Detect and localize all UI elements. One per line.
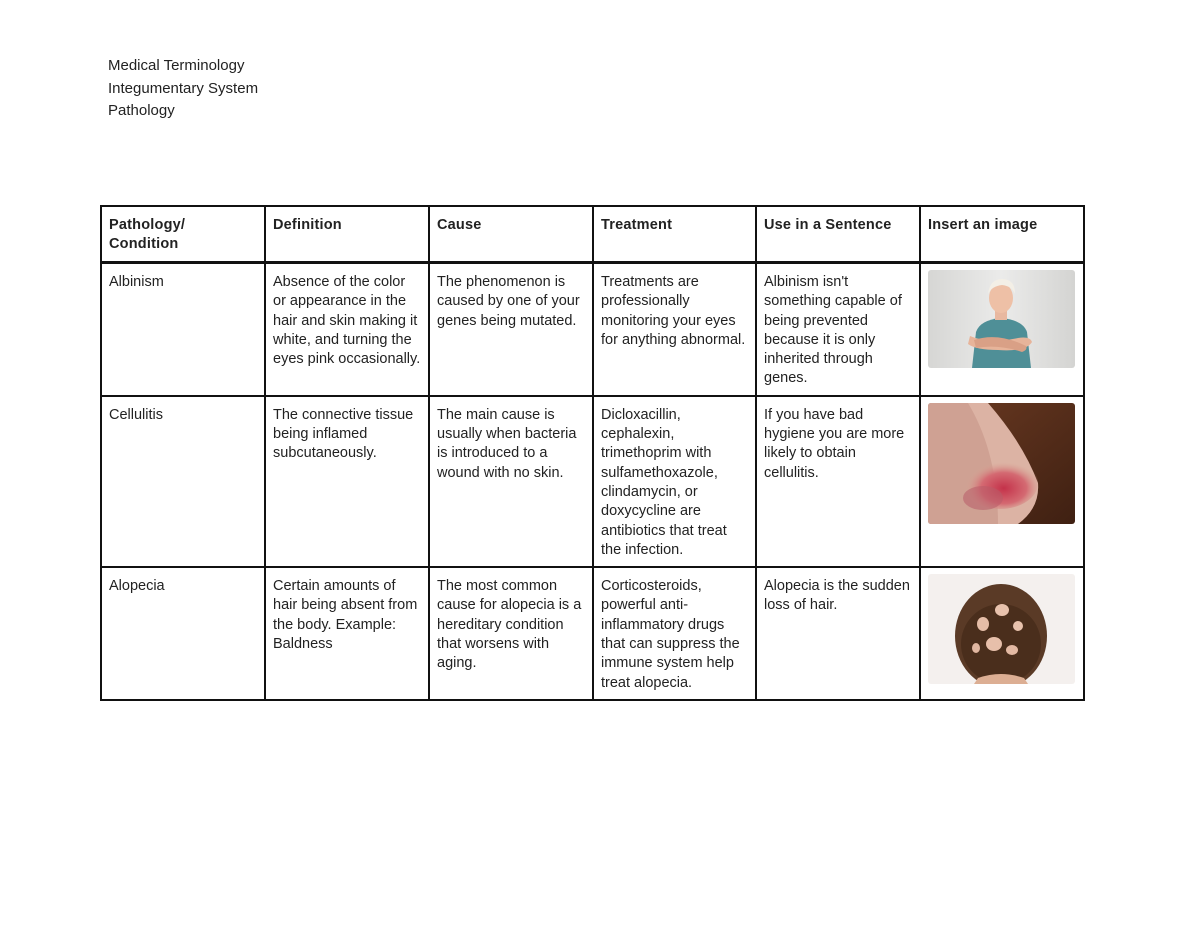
document-header — [108, 55, 258, 123]
treatment-cell: Treatments are professionally monitoring your eyes for anything abnormal. — [593, 263, 756, 396]
pathology-table — [100, 205, 1085, 701]
table-row — [101, 263, 1084, 396]
sentence-cell: Albinism isn't something capable of being prevented because it is only inherited through genes. — [756, 263, 920, 396]
image-cell — [920, 263, 1084, 396]
table-row — [101, 396, 1084, 567]
unit-title: Integumentary System — [108, 79, 259, 97]
albinism-photo — [928, 270, 1075, 368]
alopecia-photo — [928, 574, 1075, 684]
column-header-treatment: Treatment — [593, 206, 756, 263]
treatment-cell: Dicloxacillin, cephalexin, trimethoprim with sulfamethoxazole, clindamycin, or doxycycline are antibiotics that treat the infection. — [593, 396, 756, 567]
column-header-image: Insert an image — [920, 206, 1084, 263]
definition-cell: The connective tissue being inflamed subcutaneously. — [265, 396, 429, 567]
definition-cell: Certain amounts of hair being absent from the body. Example: Baldness — [265, 567, 429, 700]
table-header-row — [101, 206, 1084, 263]
condition-cell: Alopecia — [101, 567, 265, 700]
definition-cell: Absence of the color or appearance in the hair and skin making it white, and turning the eyes pink occasionally. — [265, 263, 429, 396]
cause-cell: The phenomenon is caused by one of your genes being mutated. — [429, 263, 593, 396]
treatment-cell: Corticosteroids, powerful anti-inflammatory drugs that can suppress the immune system help treat alopecia. — [593, 567, 756, 700]
column-header-sentence: Use in a Sentence — [756, 206, 920, 263]
column-header-condition: Pathology/ Condition — [101, 206, 265, 263]
sentence-cell: Alopecia is the sudden loss of hair. — [756, 567, 920, 700]
image-cell — [920, 396, 1084, 567]
cellulitis-photo — [928, 403, 1075, 524]
cause-cell: The most common cause for alopecia is a hereditary condition that worsens with aging. — [429, 567, 593, 700]
cause-cell: The main cause is usually when bacteria is introduced to a wound with no skin. — [429, 396, 593, 567]
condition-cell: Cellulitis — [101, 396, 265, 567]
sentence-cell: If you have bad hygiene you are more likely to obtain cellulitis. — [756, 396, 920, 567]
table-row — [101, 567, 1084, 700]
condition-cell: Albinism — [101, 263, 265, 396]
course-title: Medical Terminology — [108, 57, 245, 74]
image-cell — [920, 567, 1084, 700]
topic-title: Pathology — [108, 102, 175, 119]
column-header-definition: Definition — [265, 206, 429, 263]
column-header-cause: Cause — [429, 206, 593, 263]
